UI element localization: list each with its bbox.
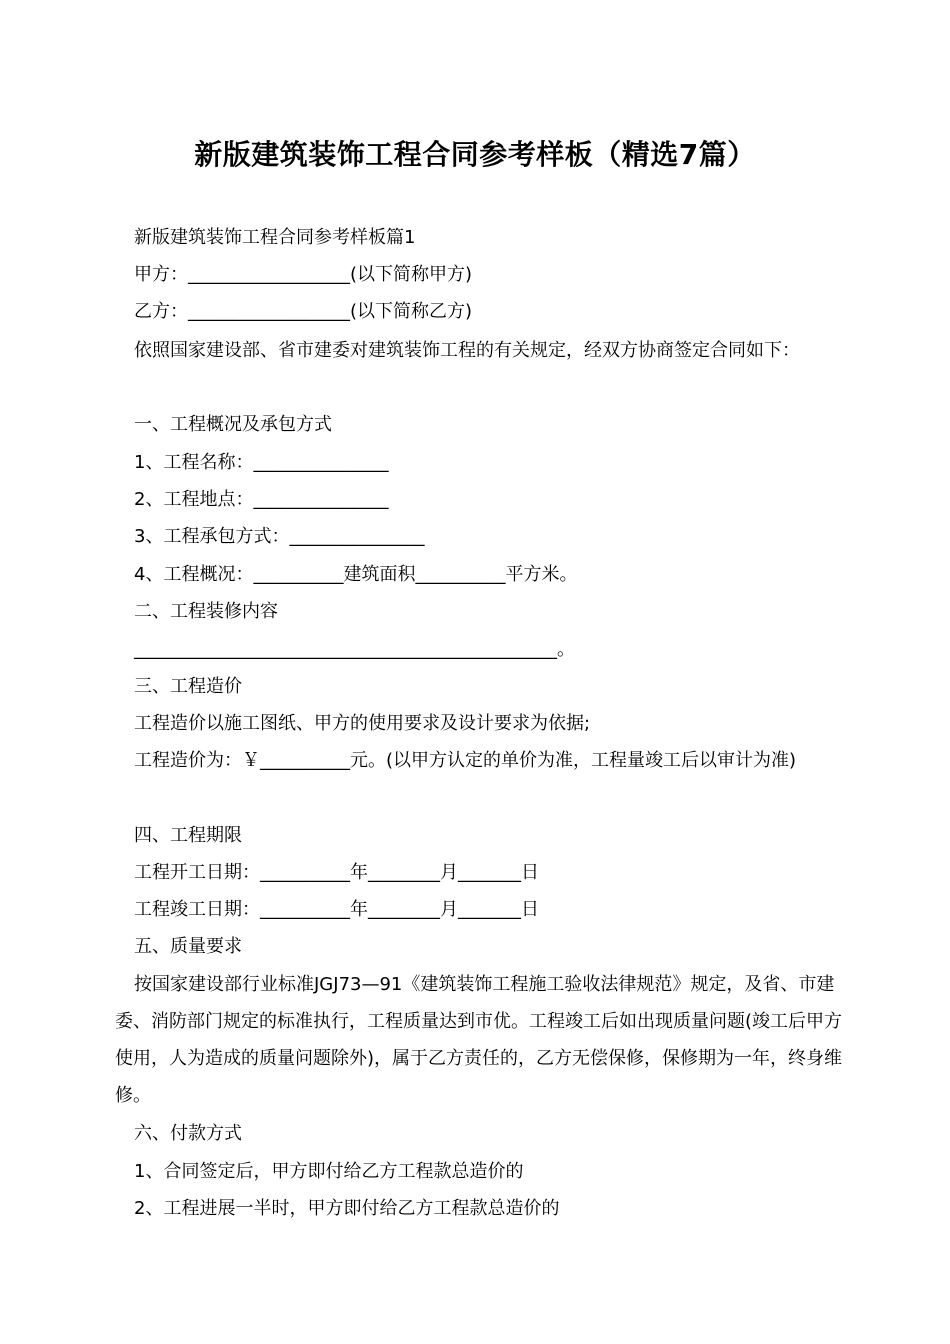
heading-price: 三、工程造价 — [134, 676, 242, 697]
heading-content: 二、工程装修内容 — [134, 601, 278, 622]
party-a-line: 甲方：__________________(以下简称甲方) — [134, 264, 473, 285]
price-text: 工程造价为：￥__________元。(以甲方认定的单价为准，工程量竣工后以审计为准) — [134, 750, 797, 771]
party-b-line: 乙方：__________________(以下简称乙方) — [134, 301, 473, 322]
end-date-line: 工程竣工日期：__________年________月_______日 — [134, 899, 539, 920]
payment-line-1: 1、合同签定后，甲方即付给乙方工程款总造价的 — [134, 1161, 524, 1182]
content-blank-line: _______________________________________________。 — [134, 639, 575, 660]
price-basis-line: 工程造价以施工图纸、甲方的使用要求及设计要求为依据; — [134, 713, 591, 734]
section-subtitle: 新版建筑装饰工程合同参考样板篇1 — [134, 227, 416, 248]
heading-payment: 六、付款方式 — [134, 1123, 242, 1144]
project-name-line: 1、工程名称：_______________ — [134, 452, 389, 473]
start-date-line: 工程开工日期：__________年________月_______日 — [134, 862, 539, 883]
payment-line-2: 2、工程进展一半时，甲方即付给乙方工程款总造价的 — [134, 1198, 560, 1219]
heading-overview: 一、工程概况及承包方式 — [134, 414, 332, 435]
heading-period: 四、工程期限 — [134, 825, 242, 846]
project-location-line: 2、工程地点：_______________ — [134, 489, 389, 510]
quality-paragraph — [115, 966, 845, 1114]
document-title: 新版建筑装饰工程合同参考样板（精选7篇） — [194, 138, 756, 171]
contract-method-line: 3、工程承包方式：_______________ — [134, 526, 425, 547]
heading-quality: 五、质量要求 — [134, 936, 242, 957]
price-paragraph — [115, 742, 845, 779]
preamble: 依照国家建设部、省市建委对建筑装饰工程的有关规定，经双方协商签定合同如下： — [134, 340, 800, 361]
quality-text: 按国家建设部行业标准JGJ73—91《建筑装饰工程施工验收法律规范》规定，及省、市建委、消防部门规定的标准执行，工程质量达到市优。工程竣工后如出现质量问题(竣工后甲方使用，人为造成的质量问题除外)，属于乙方责任的，乙方无偿保修，保修期为一年，终身维修。 — [115, 974, 843, 1106]
project-summary-line: 4、工程概况：__________建筑面积__________平方米。 — [134, 564, 578, 585]
